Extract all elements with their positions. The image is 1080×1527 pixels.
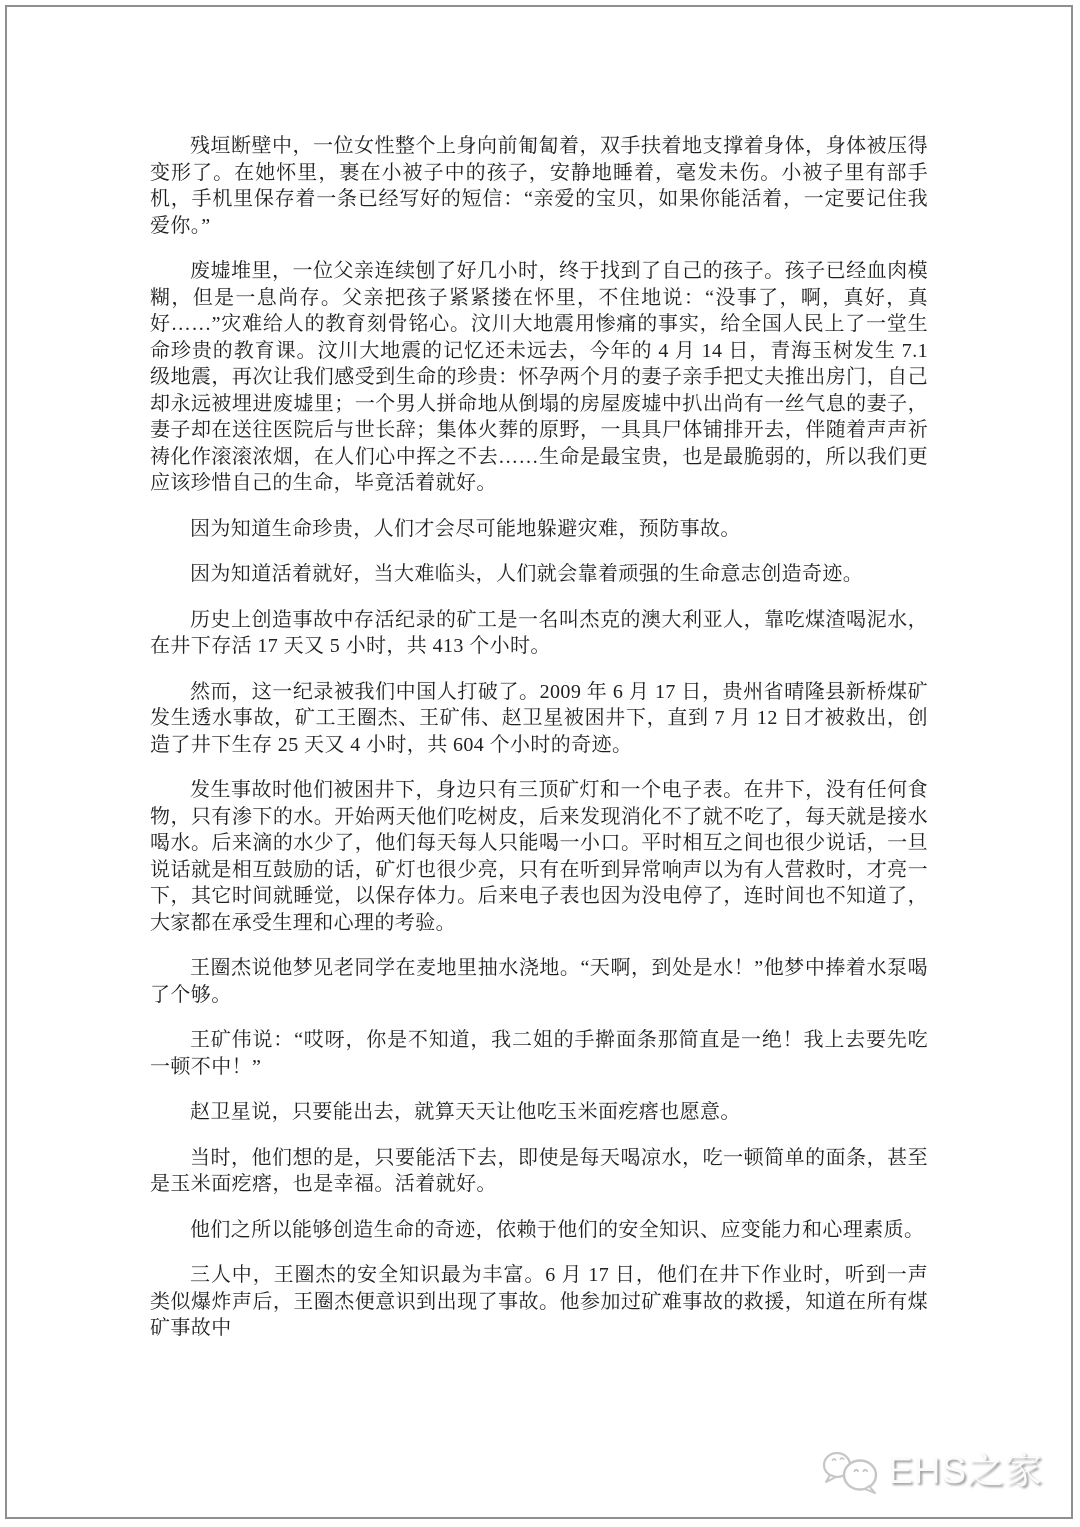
paragraph: 当时，他们想的是，只要能活下去，即使是每天喝凉水，吃一顿简单的面条，甚至是玉米面疙瘩，也是幸福。活着就好。	[150, 1146, 928, 1195]
paragraph: 废墟堆里，一位父亲连续刨了好几小时，终于找到了自己的孩子。孩子已经血肉模糊，但是一息尚存。父亲把孩子紧紧搂在怀里，不住地说：“没事了，啊，真好，真好……”灾难给人的教育刻骨铭心。汶川大地震用惨痛的事实，给全国人民上了一堂生命珍贵的教育课。汶川大地震的记忆还未远去，今年的 4 月 14 日，青海玉树发生 7.1 级地震，再次让我们感受到生命的珍贵：怀孕两个月的妻子亲手把丈夫推出房门，自己却永远被埋进废墟里；一个男人拼命地从倒塌的房屋废墟中扒出尚有一丝气息的妻子，妻子却在送往医院后与世长辞；集体火葬的原野，一具具尸体铺排开去，伴随着声声祈祷化作滚滚浓烟，在人们心中挥之不去……生命是最宝贵，也是最脆弱的，所以我们更应该珍惜自己的生命，毕竟活着就好。	[150, 260, 928, 494]
paragraph: 赵卫星说，只要能出去，就算天天让他吃玉米面疙瘩也愿意。	[190, 1101, 741, 1123]
paragraph: 残垣断壁中，一位女性整个上身向前匍匐着，双手扶着地支撑着身体，身体被压得变形了。在她怀里，裹在小被子中的孩子，安静地睡着，毫发未伤。小被子里有部手机，手机里保存着一条已经写好的短信：“亲爱的宝贝，如果你能活着，一定要记住我爱你。”	[150, 135, 928, 237]
document-page	[5, 5, 1073, 1519]
paragraph: 历史上创造事故中存活纪录的矿工是一名叫杰克的澳大利亚人，靠吃煤渣喝泥水，在井下存活 17 天又 5 小时，共 413 个小时。	[150, 608, 928, 657]
paragraph: 发生事故时他们被困井下，身边只有三顶矿灯和一个电子表。在井下，没有任何食物，只有渗下的水。开始两天他们吃树皮，后来发现消化不了就不吃了，每天就是接水喝水。后来滴的水少了，他们每天每人只能喝一小口。平时相互之间也很少说话，一旦说话就是相互鼓励的话，矿灯也很少亮，只有在听到异常响声以为有人营救时，才亮一下，其它时间就睡觉，以保存体力。后来电子表也因为没电停了，连时间也不知道了，大家都在承受生理和心理的考验。	[150, 779, 928, 934]
paragraph: 因为知道生命珍贵，人们才会尽可能地躲避灾难，预防事故。	[190, 517, 741, 540]
paragraph: 王圈杰说他梦见老同学在麦地里抽水浇地。“天啊，到处是水！”他梦中捧着水泵喝了个够。	[150, 957, 928, 1006]
watermark	[820, 1445, 1043, 1495]
document-body	[150, 133, 928, 1361]
paragraph: 三人中，王圈杰的安全知识最为丰富。6 月 17 日，他们在井下作业时，听到一声类似爆炸声后，王圈杰便意识到出现了事故。他参加过矿难事故的救援，知道在所有煤矿事故中	[150, 1264, 928, 1339]
watermark-text: EHS之家	[887, 1449, 1043, 1491]
wechat-icon	[820, 1445, 882, 1495]
paragraph: 他们之所以能够创造生命的奇迹，依赖于他们的安全知识、应变能力和心理素质。	[190, 1218, 925, 1241]
paragraph: 王矿伟说：“哎呀，你是不知道，我二姐的手擀面条那简直是一绝！我上去要先吃一顿不中！”	[150, 1029, 928, 1078]
paragraph: 然而，这一纪录被我们中国人打破了。2009 年 6 月 17 日，贵州省晴隆县新桥煤矿发生透水事故，矿工王圈杰、王矿伟、赵卫星被困井下，直到 7 月 12 日才被救出，创造了井下生存 25 天又 4 小时，共 604 个小时的奇迹。	[150, 680, 928, 756]
paragraph: 因为知道活着就好，当大难临头，人们就会靠着顽强的生命意志创造奇迹。	[190, 563, 864, 585]
